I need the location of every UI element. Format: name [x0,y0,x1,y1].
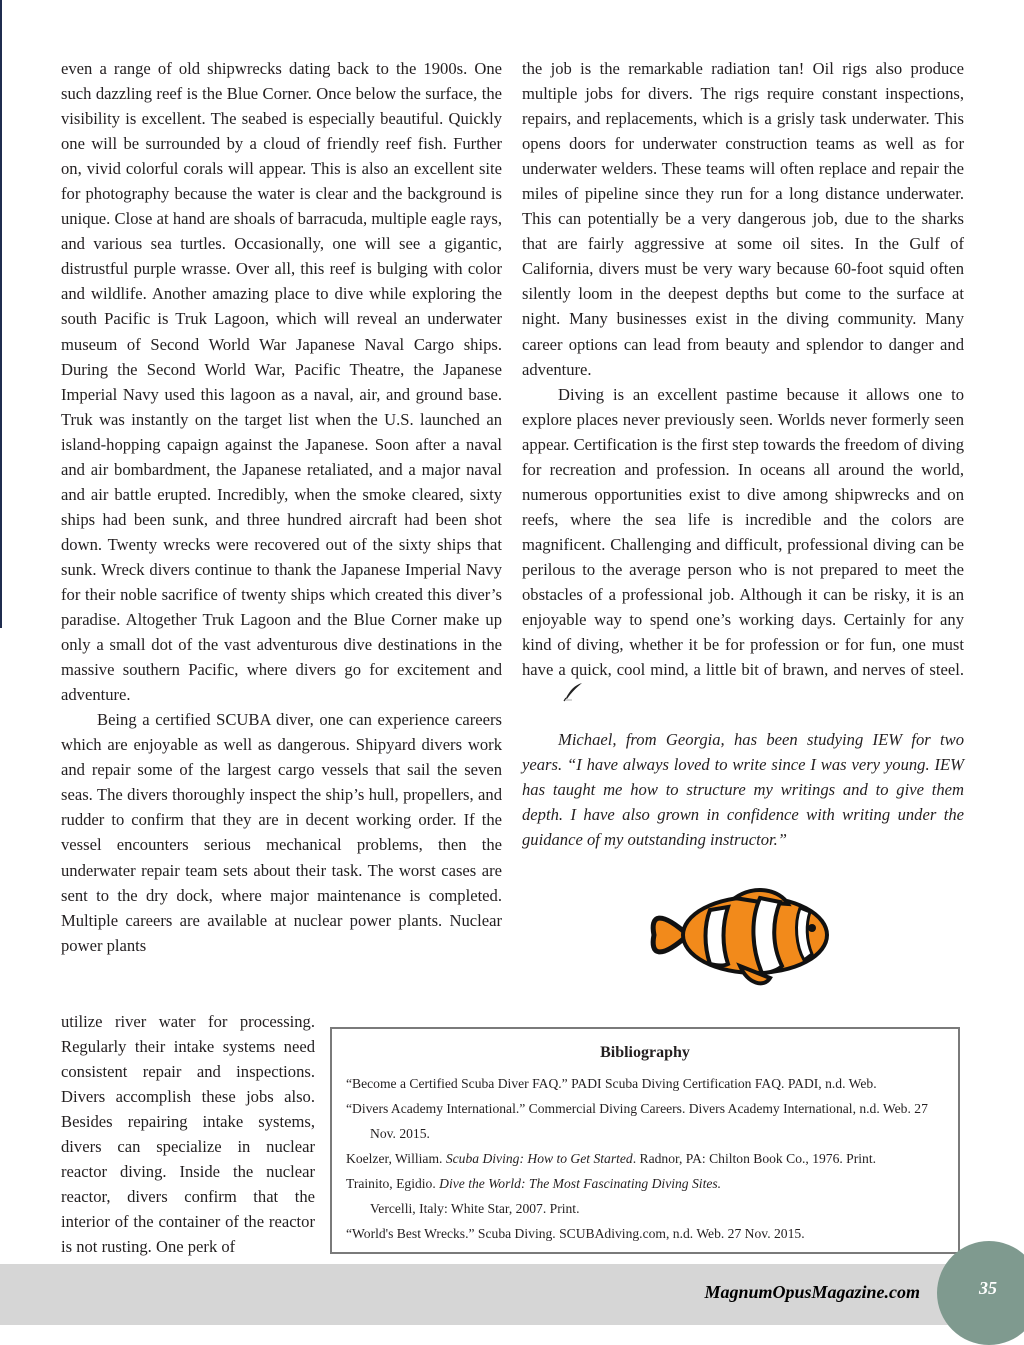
paragraph: the job is the remarkable radiation tan! Oil rigs also produce multiple jobs for divers. The rigs require constant inspections, repairs, and replacements, which is a grisly task underwater. This opens doors for underwater construction teams as well as for underwater welders. These teams will often replace and repair the miles of pipeline since they run for a long distance underwater. This can potentially be a very dangerous job, due to the sharks that are fairly aggressive at some oil sites. In the Gulf of California, divers must be very wary because 60-foot squid often silently loom in the deepest depths but come to the surface at night. Many businesses exist in the diving community. Many career options can lead from beauty and splendor to danger and adventure. [522,59,964,379]
entry-text: . Radnor, PA: Chilton Book Co., 1976. Print. [632,1151,877,1166]
entry-text: “Become a Certified Scuba Diver FAQ.” PADI Scuba Diving Certification FAQ. PADI, n.d. Web. [346,1076,877,1091]
paragraph: even a range of old shipwrecks dating back to the 1900s. One such dazzling reef is the Blue Corner. Once below the surface, the visibility is excellent. The seabed is especially beautiful. Quickly one will be surrounded by a cloud of friendly reef fish. Further on, vivid colorful corals will appear. This is also an excellent site for photography because the water is clear and the background is unique. Close at hand are shoals of barracuda, multiple eagle rays, and various sea turtles. Occasionally, one will see a gigantic, distrustful purple wrasse. Over all, this reef is bulging with color and wildlife. Another amazing place to dive while exploring the south Pacific is Truk Lagoon, which will reveal an underwater museum of Second World War Japanese Naval Cargo ships. During the Second World War, Pacific Theatre, the Japanese Imperial Navy used this lagoon as a naval, air, and ground base. Truk was instantly on the target list when the U.S. launched an island-hopping capaign against the Japanese. Soon after a naval and air bombardment, the Japanese retaliated, and a major naval and air battle erupted. Incredibly, when the smoke cleared, sixty ships had been sunk, and three hundred aircraft had been shot down. Twenty wrecks were recovered out of the sixty ships that sunk. Wreck divers continue to thank the Japanese Imperial Navy for their noble sacrifice of twenty ships which created this diver’s paradise. Altogether Truk Lagoon and the Blue Corner make up only a small dot of the vast adventurous dive destinations in the massive southern Pacific, where divers go for excitement and adventure. [61,59,502,705]
narrow-text-block [61,1009,315,1259]
quill-pen-icon [526,682,584,709]
bibliography-entry [346,1146,944,1171]
bibliography-entry [346,1221,944,1246]
paragraph: utilize river water for processing. Regularly their intake systems need consistent repair and inspections. Divers accomplish these jobs also. Besides repairing intake systems, divers can specialize in nuclear reactor diving. Inside the nuclear reactor, divers confirm that the interior of the container of the reactor is not rusting. One perk of [61,1012,315,1257]
entry-text: Koelzer, William. [346,1151,446,1166]
entry-text: “Divers Academy International.” Commercial Diving Careers. Divers Academy International, n.d. Web. 27 Nov. 2015. [346,1101,928,1141]
left-margin-rule [0,0,2,628]
bibliography-entry [346,1071,944,1096]
footer-website: MagnumOpusMagazine.com [704,1282,920,1302]
right-text-column [522,56,964,852]
bibliography-entry [346,1096,944,1146]
bibliography-entry [346,1171,944,1196]
entry-text: “World's Best Wrecks.” Scuba Diving. SCUBAdiving.com, n.d. Web. 27 Nov. 2015. [346,1226,805,1241]
page-number: 35 [979,1278,997,1298]
author-bio: Michael, from Georgia, has been studying IEW for two years. “I have always loved to write since I was very young. IEW has taught me how to structure my writings and to give them depth. I have also grown in confidence with writing under the guidance of my outstanding instructor.” [522,730,964,850]
paragraph-text: Diving is an excellent pastime because it allows one to explore places never previously seen. Worlds never formerly seen appear. Certification is the first step towards the freedom of diving for recreation and profession. In oceans all around the world, numerous opportunities exist to dive among shipwrecks and on reefs, where the sea life is incredible and the colors are magnificent. Challenging and difficult, professional diving can be perilous to the average person who is not prepared to meet the obstacles of a professional job. Although it can be risky, it is an enjoyable way to spend one’s working days. Certainly for any kind of diving, whether it be for profession or for fun, one must have a quick, cool mind, a little bit of brawn, and nerves of steel. [522,384,964,680]
paragraph-final [522,382,964,710]
entry-title: Dive the World: The Most Fascinating Diving Sites. [439,1176,722,1191]
entry-text: Trainito, Egidio. [346,1176,440,1191]
bibliography-box [330,1027,960,1254]
clownfish-illustration [640,880,850,990]
paragraph: Being a certified SCUBA diver, one can experience careers which are enjoyable as well as dangerous. Shipyard divers work and repair some of the largest cargo vessels that sail the seven seas. The divers thoroughly inspect the ship’s hull, propellers, and rudder to confirm that they are in decent working order. If the vessel encounters serious mechanical problems, then the underwater repair team sets about their task. The worst cases are sent to the dry dock, where major maintenance is completed. Multiple careers are available at nuclear power plants. Nuclear power plants [61,710,502,955]
entry-text: Vercelli, Italy: White Star, 2007. Print. [370,1201,580,1216]
entry-title: Scuba Diving: How to Get Started [445,1151,633,1166]
bibliography-entry-continuation [346,1196,944,1221]
left-text-column [61,56,502,958]
bibliography-title: Bibliography [600,1044,690,1061]
